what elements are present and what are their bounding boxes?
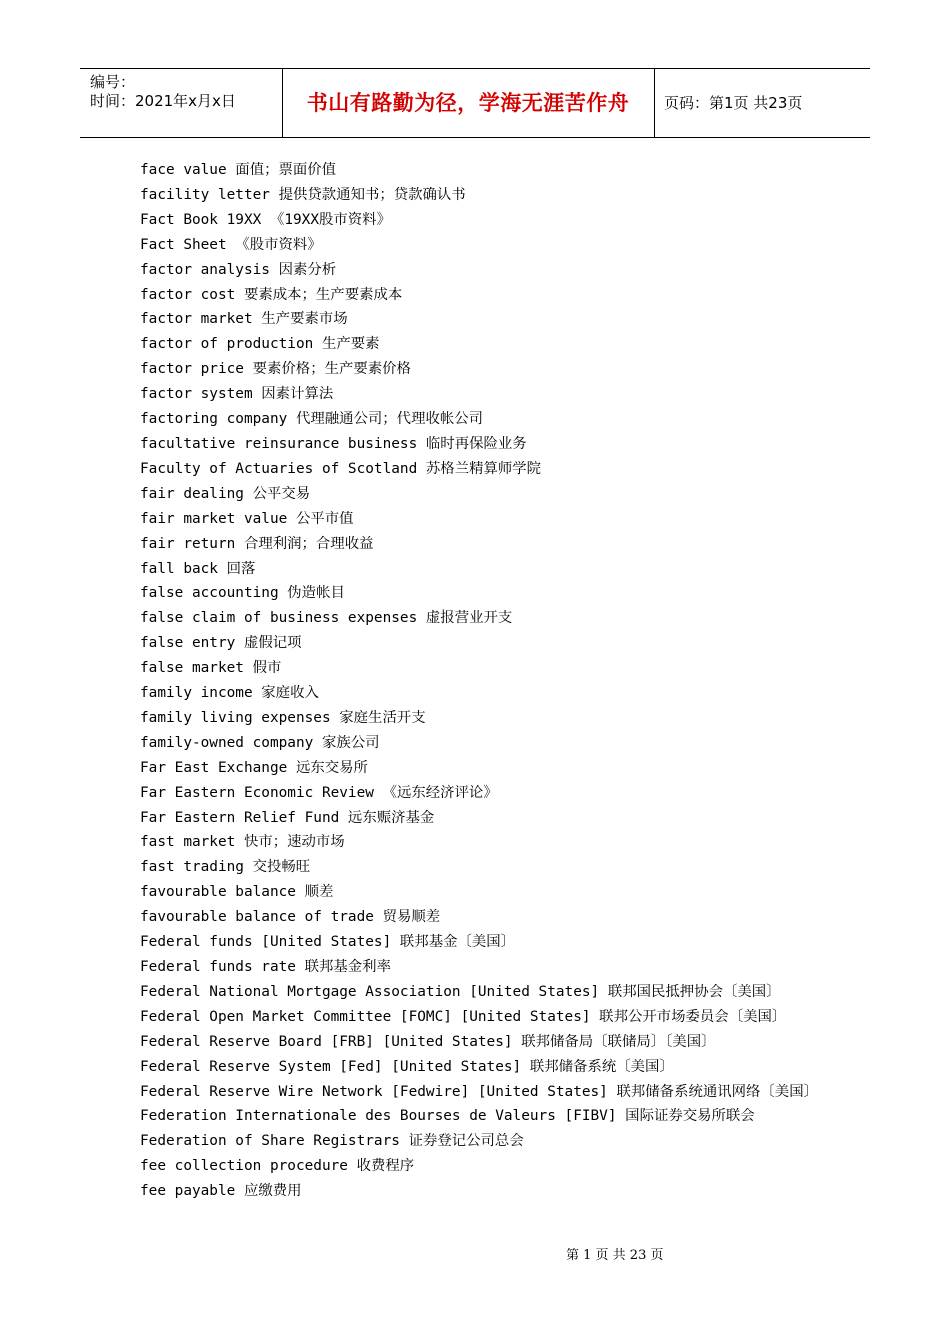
page-header [80,68,870,138]
glossary-entry: fall back 回落 [140,560,256,577]
glossary-entry: factor system 因素计算法 [140,386,334,403]
glossary-entry: favourable balance of trade 贸易顺差 [140,909,441,926]
glossary-entry: false market 假市 [140,660,282,677]
glossary-entry: Federal funds rate 联邦基金利率 [140,959,391,975]
glossary-entry: Far Eastern Economic Review 《远东经济评论》 [140,784,498,801]
header-meta-cell [80,69,283,137]
glossary-entry: factor of production 生产要素 [140,336,380,353]
glossary-entry: Faculty of Actuaries of Scotland 苏格兰精算师学院 [140,460,542,477]
glossary-entry: factoring company 代理融通公司；代理收帐公司 [140,411,484,428]
document-time-label: 时间：2021年x月x日 [90,92,236,110]
glossary-entry: family-owned company 家族公司 [140,734,380,751]
header-page-cell [654,69,870,137]
glossary-entry: facility letter 提供贷款通知书；贷款确认书 [140,186,466,203]
glossary-entry: false claim of business expenses 虚报营业开支 [140,610,513,627]
glossary-entry: favourable balance 顺差 [140,884,334,901]
glossary-entry: Federation Internationale des Bourses de Valeurs [FIBV] 国际证券交易所联会 [140,1108,755,1125]
glossary-entry: Federal Reserve Wire Network [Fedwire] [United States] 联邦储备系统通讯网络〔美国〕 [140,1083,818,1100]
glossary-entry: Far East Exchange 远东交易所 [140,759,368,776]
glossary-entry: fair return 合理利润；合理收益 [140,535,374,552]
glossary-entry: Federal funds [United States] 联邦基金〔美国〕 [140,934,516,951]
glossary-entry: Federal National Mortgage Association [United States] 联邦国民抵押协会〔美国〕 [140,983,781,1000]
glossary-entry: factor analysis 因素分析 [140,261,337,278]
document-number-label: 编号： [90,73,136,91]
glossary-entry: face value 面值；票面价值 [140,162,337,178]
glossary-entry: fast trading 交投畅旺 [140,859,311,876]
glossary-entry: fee collection procedure 收费程序 [140,1158,415,1175]
glossary-entry: factor cost 要素成本；生产要素成本 [140,286,403,303]
glossary-list [140,158,820,1204]
glossary-entry: facultative reinsurance business 临时再保险业务 [140,435,527,452]
glossary-entry: fair market value 公平市值 [140,510,354,527]
glossary-entry: Federal Reserve Board [FRB] [United States] 联邦储备局〔联储局〕〔美国〕 [140,1033,716,1050]
glossary-entry: false entry 虚假记项 [140,635,302,652]
glossary-entry: Federation of Share Registrars 证券登记公司总会 [140,1133,524,1150]
glossary-entry: fair dealing 公平交易 [140,485,311,502]
glossary-entry: Far Eastern Relief Fund 远东赈济基金 [140,809,435,826]
glossary-entry: factor market 生产要素市场 [140,311,348,328]
glossary-entry: Fact Sheet 《股市资料》 [140,236,322,253]
glossary-entry: fast market 快市；速动市场 [140,834,345,851]
glossary-entry: fee payable 应缴费用 [140,1183,302,1200]
glossary-entry: false accounting 伪造帐目 [140,585,345,602]
glossary-entry: Federal Open Market Committee [FOMC] [United States] 联邦公开市场委员会〔美国〕 [140,1008,787,1025]
glossary-entry: family living expenses 家庭生活开支 [140,709,426,726]
glossary-entry: factor price 要素价格；生产要素价格 [140,361,411,378]
header-motto: 书山有路勤为径，学海无涯苦作舟 [306,91,630,115]
header-motto-cell [282,69,655,137]
header-page-info: 页码：第1页 共23页 [664,94,803,112]
glossary-entry: family income 家庭收入 [140,685,319,702]
glossary-entry: Fact Book 19XX 《19XX股市资料》 [140,211,391,228]
page-footer: 第 1 页 共 23 页 [566,1248,664,1263]
glossary-entry: Federal Reserve System [Fed] [United States] 联邦储备系统〔美国〕 [140,1058,674,1075]
